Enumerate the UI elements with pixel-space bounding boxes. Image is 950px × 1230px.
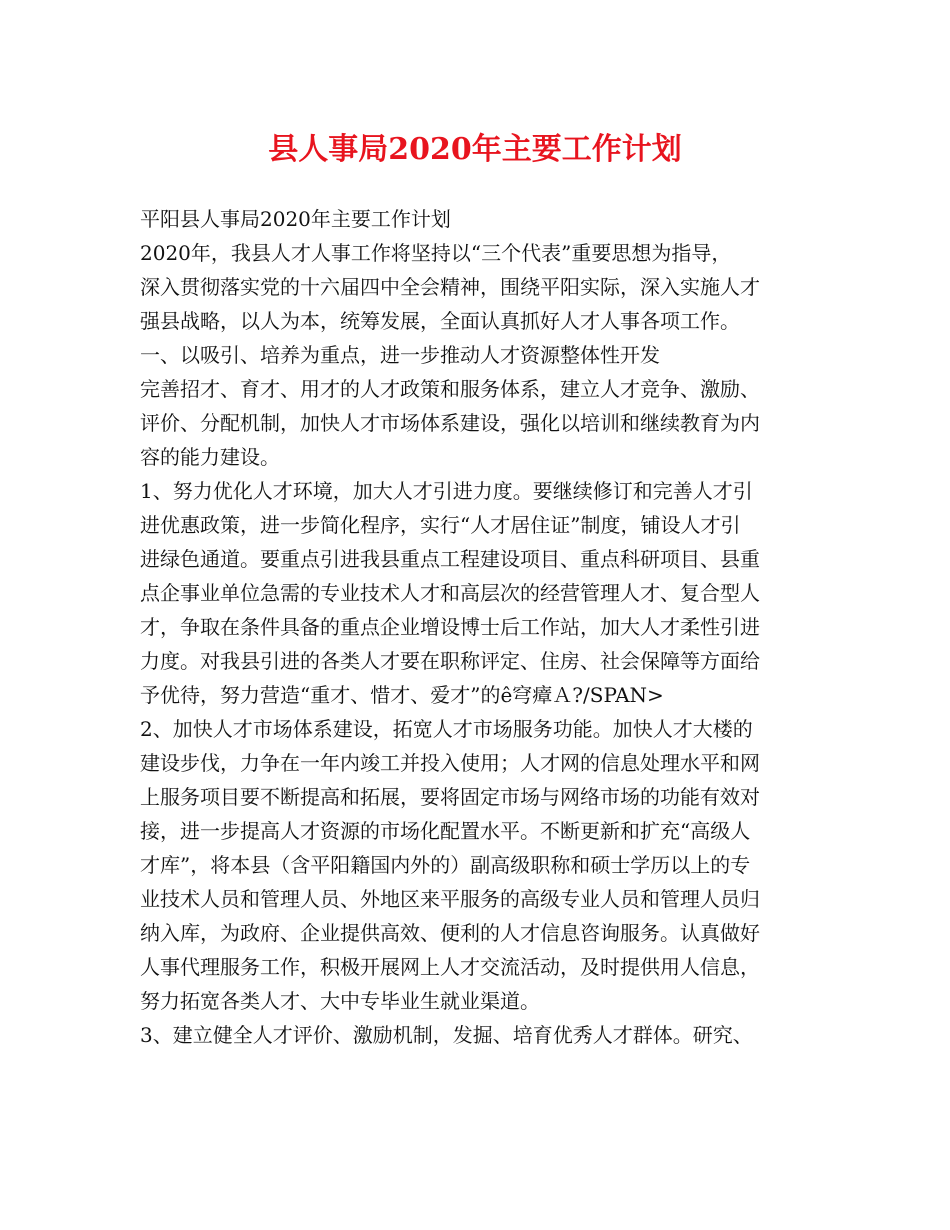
body-line: 予优待，努力营造“重才、惜才、爱才”的ê穹瘴Ａ?/SPAN> [140, 683, 664, 707]
body-line: 深入贯彻落实党的十六届四中全会精神，围绕平阳实际，深入实施人才 [140, 275, 760, 299]
body-line: 才，争取在条件具备的重点企业增设博士后工作站，加大人才柔性引进 [140, 615, 760, 639]
body-line: 进优惠政策，进一步简化程序，实行“人才居住证”制度，铺设人才引 [140, 513, 741, 537]
document-title: 县人事局2020年主要工作计划 [268, 132, 682, 167]
document-body [140, 202, 816, 1052]
body-line: 评价、分配机制，加快人才市场体系建设，强化以培训和继续教育为内 [140, 411, 760, 435]
body-line: 2、加快人才市场体系建设，拓宽人才市场服务功能。加快人才大楼的 [140, 717, 753, 741]
body-line: 2020年，我县人才人事工作将坚持以“三个代表”重要思想为指导， [140, 241, 732, 265]
body-line: 力度。对我县引进的各类人才要在职称评定、住房、社会保障等方面给 [140, 649, 760, 673]
body-line: 建设步伐，力争在一年内竣工并投入使用；人才网的信息处理水平和网 [140, 751, 760, 775]
body-line: 人事代理服务工作，积极开展网上人才交流活动，及时提供用人信息， [140, 955, 760, 979]
body-line: 1、努力优化人才环境，加大人才引进力度。要继续修订和完善人才引 [140, 479, 753, 503]
body-line: 努力拓宽各类人才、大中专毕业生就业渠道。 [140, 989, 540, 1013]
body-line: 点企事业单位急需的专业技术人才和高层次的经营管理人才、复合型人 [140, 581, 760, 605]
body-line: 才库”，将本县（含平阳籍国内外的）副高级职称和硕士学历以上的专 [140, 853, 751, 877]
body-line: 强县战略，以人为本，统筹发展，全面认真抓好人才人事各项工作。 [140, 309, 740, 333]
body-line: 业技术人员和管理人员、外地区来平服务的高级专业人员和管理人员归 [140, 887, 760, 911]
section-heading: 一、以吸引、培养为重点，进一步推动人才资源整体性开发 [140, 343, 660, 367]
body-line: 进绿色通道。要重点引进我县重点工程建设项目、重点科研项目、县重 [140, 547, 760, 571]
body-line: 平阳县人事局2020年主要工作计划 [140, 207, 451, 231]
body-line: 上服务项目要不断提高和拓展，要将固定市场与网络市场的功能有效对 [140, 785, 760, 809]
body-line: 接，进一步提高人才资源的市场化配置水平。不断更新和扩充“高级人 [140, 819, 751, 843]
body-line: 3、建立健全人才评价、激励机制，发掘、培育优秀人才群体。研究、 [140, 1023, 753, 1047]
body-line: 纳入库，为政府、企业提供高效、便利的人才信息咨询服务。认真做好 [140, 921, 760, 945]
body-line: 容的能力建设。 [140, 445, 280, 469]
body-line: 完善招才、育才、用才的人才政策和服务体系，建立人才竞争、激励、 [140, 377, 760, 401]
